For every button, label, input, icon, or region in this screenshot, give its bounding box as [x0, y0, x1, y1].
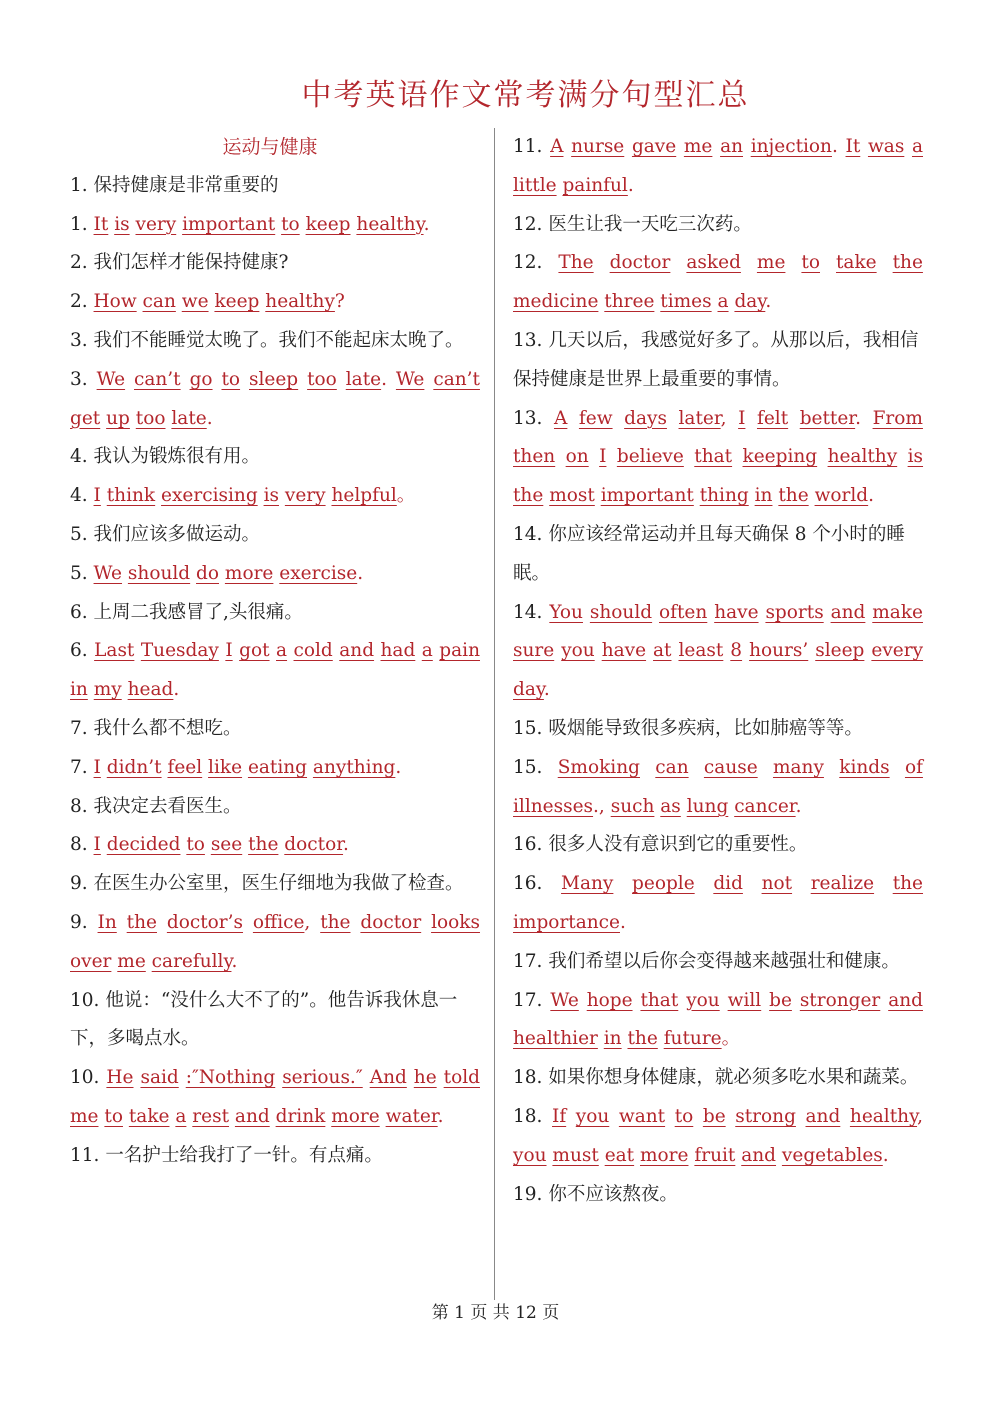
- chinese-sentence: [70, 788, 480, 827]
- chinese-sentence: [70, 322, 480, 361]
- sentence-text: I decided to see the doctor.: [93, 834, 349, 856]
- item-number: 3.: [70, 329, 94, 351]
- item-number: 19.: [513, 1183, 549, 1205]
- english-sentence: [70, 477, 480, 516]
- chinese-sentence: [70, 516, 480, 555]
- sentence-text: 我们怎样才能保持健康?: [93, 252, 289, 274]
- item-number: 16.: [513, 873, 562, 895]
- english-sentence: [513, 982, 923, 1060]
- sentence-text: 我们不能睡觉太晚了。我们不能起床太晚了。: [93, 329, 464, 351]
- sentence-text: If you want to be strong and healthy, you must eat more fruit and vegetables.: [513, 1105, 923, 1166]
- sentence-text: How can we keep healthy?: [93, 291, 345, 313]
- sentence-text: 你应该经常运动并且每天确保 8 个小时的睡眠。: [513, 523, 905, 584]
- sentence-text: He said :″Nothing serious.″ And he told me to take a rest and drink more water.: [70, 1067, 480, 1127]
- item-number: 14.: [513, 601, 550, 623]
- sentence-text: 我认为锻炼很有用。: [93, 446, 261, 468]
- item-number: 15.: [513, 717, 549, 739]
- english-sentence: [513, 1098, 923, 1176]
- english-sentence: [513, 865, 923, 943]
- item-number: 8.: [70, 795, 94, 817]
- item-number: 17.: [513, 950, 549, 972]
- english-sentence: [70, 1059, 480, 1137]
- chinese-sentence: [70, 438, 480, 477]
- english-sentence: [513, 128, 923, 206]
- chinese-sentence: [70, 167, 480, 206]
- column-divider: [494, 128, 495, 1300]
- item-number: 12.: [513, 213, 549, 235]
- sentence-text: 我决定去看医生。: [93, 795, 242, 817]
- sentence-text: 我们希望以后你会变得越来越强壮和健康。: [548, 950, 900, 972]
- sentence-text: Last Tuesday I got a cold and had a pain in my head.: [70, 640, 480, 701]
- item-number: 17.: [513, 989, 551, 1011]
- english-sentence: [513, 594, 923, 710]
- chinese-sentence: [70, 1137, 480, 1176]
- english-sentence: [513, 244, 923, 322]
- item-number: 3.: [70, 368, 97, 390]
- item-number: 5.: [70, 562, 94, 584]
- item-number: 11.: [70, 1144, 106, 1166]
- item-number: 6.: [70, 601, 94, 623]
- sentence-text: 我什么都不想吃。: [93, 717, 242, 739]
- sentence-text: 吸烟能导致很多疾病，比如肺癌等等。: [548, 717, 863, 739]
- item-number: 18.: [513, 1067, 549, 1089]
- sentence-text: I didn’t feel like eating anything.: [93, 756, 402, 778]
- item-number: 15.: [513, 756, 558, 778]
- chinese-sentence: [513, 516, 923, 594]
- english-sentence: [70, 555, 480, 594]
- chinese-sentence: [513, 206, 923, 245]
- chinese-sentence: [70, 982, 480, 1060]
- sentence-text: You should often have sports and make sure you have at least 8 hours’ sleep every day.: [513, 601, 924, 701]
- english-sentence: [70, 826, 480, 865]
- sentence-text: Many people did not realize the importance.: [513, 873, 924, 933]
- item-number: 7.: [70, 756, 94, 778]
- sentence-text: A few days later, I felt better. From then on I believe that keeping healthy is the most important thing in the world.: [513, 407, 924, 507]
- item-number: 2.: [70, 252, 94, 274]
- item-number: 13.: [513, 407, 554, 429]
- item-number: 2.: [70, 291, 94, 313]
- chinese-sentence: [513, 1176, 923, 1215]
- item-number: 7.: [70, 717, 94, 739]
- item-number: 10.: [70, 989, 106, 1011]
- sentence-text: 几天以后，我感觉好多了。从那以后，我相信保持健康是世界上最重要的事情。: [513, 329, 919, 390]
- sentence-text: 一名护士给我打了一针。有点痛。: [105, 1144, 383, 1166]
- item-number: 14.: [513, 523, 549, 545]
- right-column: [513, 128, 923, 1214]
- sentence-text: We should do more exercise.: [93, 562, 364, 584]
- chinese-sentence: [70, 594, 480, 633]
- english-sentence: [70, 632, 480, 710]
- sentence-text: 医生让我一天吃三次药。: [548, 213, 752, 235]
- sentence-text: 在医生办公室里，医生仔细地为我做了检查。: [93, 873, 464, 895]
- sentence-text: We hope that you will be stronger and healthier in the future。: [513, 989, 923, 1050]
- item-number: 5.: [70, 523, 94, 545]
- chinese-sentence: [513, 1059, 923, 1098]
- sentence-text: 保持健康是非常重要的: [93, 174, 279, 196]
- section-title: 运动与健康: [222, 136, 318, 158]
- chinese-sentence: [513, 826, 923, 865]
- english-sentence: [70, 904, 480, 982]
- item-number: 9.: [70, 911, 98, 933]
- chinese-sentence: [513, 943, 923, 982]
- item-number: 1.: [70, 213, 94, 235]
- item-number: 9.: [70, 873, 94, 895]
- chinese-sentence: [70, 865, 480, 904]
- english-sentence: [513, 400, 923, 516]
- item-number: 16.: [513, 834, 549, 856]
- page-footer: 第 1 页 共 12 页: [431, 1303, 560, 1323]
- sentence-text: In the doctor’s office, the doctor looks over me carefully.: [70, 911, 480, 972]
- left-column: [70, 128, 480, 1176]
- sentence-text: The doctor asked me to take the medicine three times a day.: [513, 252, 923, 313]
- sentence-text: 你不应该熬夜。: [548, 1183, 678, 1205]
- item-number: 12.: [513, 252, 559, 274]
- item-number: 8.: [70, 834, 94, 856]
- sentence-text: A nurse gave me an injection. It was a little painful.: [513, 136, 924, 196]
- item-number: 10.: [70, 1067, 107, 1089]
- left-sentence-list: [70, 167, 480, 1176]
- item-number: 11.: [513, 136, 551, 157]
- sentence-text: 我们应该多做运动。: [93, 523, 261, 545]
- sentence-text: 他说：“没什么大不了的”。他告诉我休息一下，多喝点水。: [70, 989, 458, 1050]
- english-sentence: [70, 206, 480, 245]
- item-number: 18.: [513, 1105, 553, 1127]
- sentence-text: We can’t go to sleep too late. We can’t get up too late.: [70, 368, 480, 429]
- sentence-text: I think exercising is very helpful。: [93, 485, 416, 507]
- english-sentence: [70, 283, 480, 322]
- chinese-sentence: [513, 322, 923, 400]
- sentence-text: 很多人没有意识到它的重要性。: [548, 834, 808, 856]
- chinese-sentence: [513, 710, 923, 749]
- right-sentence-list: [513, 128, 923, 1214]
- sentence-text: It is very important to keep healthy.: [93, 213, 430, 235]
- item-number: 4.: [70, 485, 94, 507]
- english-sentence: [70, 361, 480, 439]
- item-number: 6.: [70, 640, 95, 662]
- item-number: 4.: [70, 446, 94, 468]
- english-sentence: [70, 749, 480, 788]
- item-number: 13.: [513, 329, 549, 351]
- item-number: 1.: [70, 174, 94, 196]
- sentence-text: 上周二我感冒了,头很痛。: [93, 601, 303, 623]
- page-title: 中考英语作文常考满分句型汇总: [301, 78, 750, 113]
- chinese-sentence: [70, 244, 480, 283]
- chinese-sentence: [70, 710, 480, 749]
- english-sentence: [513, 749, 923, 827]
- sentence-text: Smoking can cause many kinds of illnesses., such as lung cancer.: [513, 756, 923, 817]
- sentence-text: 如果你想身体健康，就必须多吃水果和蔬菜。: [548, 1067, 919, 1089]
